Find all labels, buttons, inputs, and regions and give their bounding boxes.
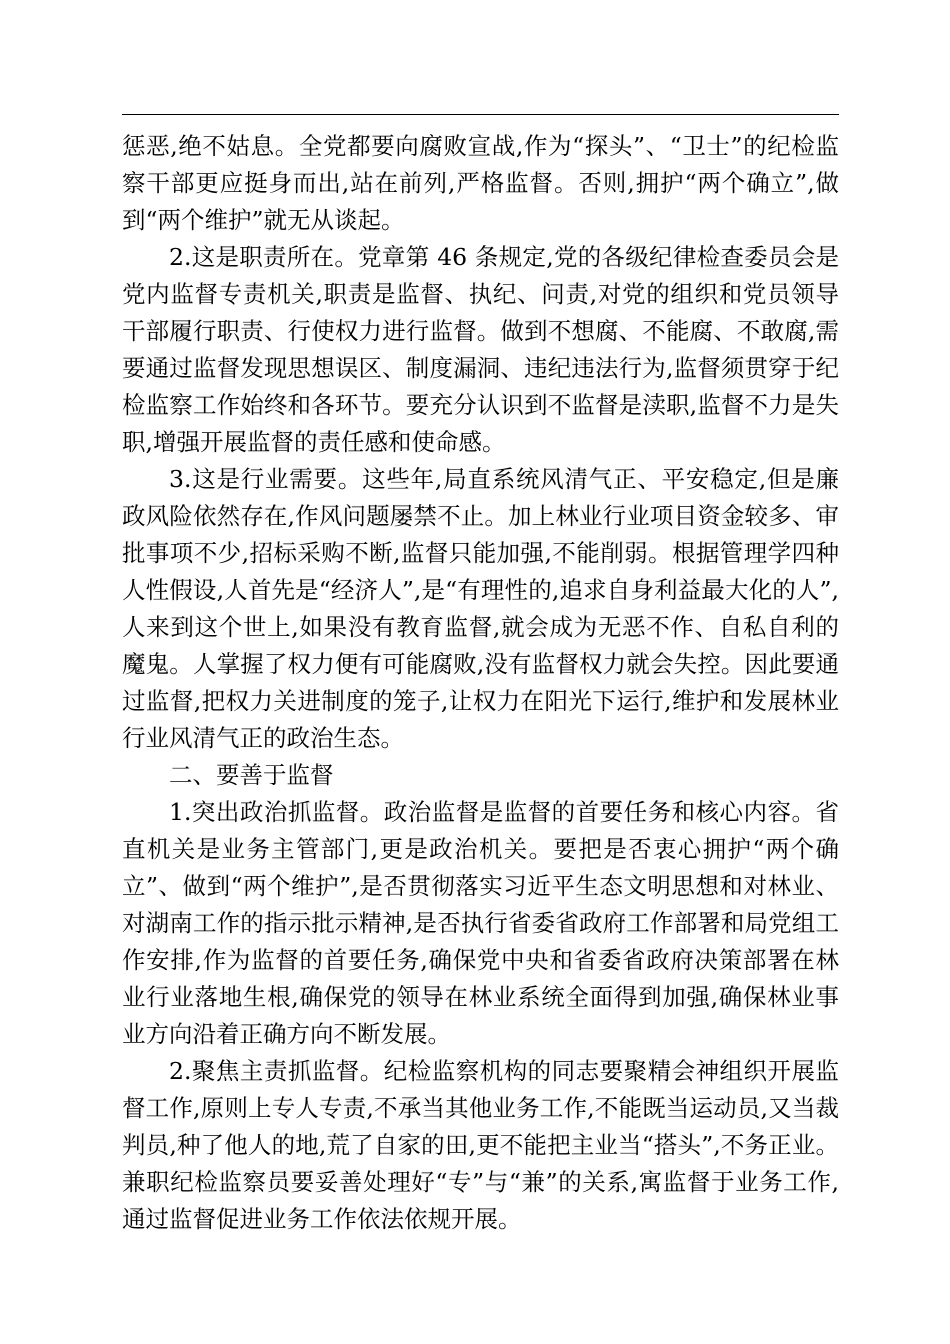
header-rule [122, 114, 839, 115]
section-heading: 二、要善于监督 [169, 761, 334, 789]
body-text [122, 128, 839, 1238]
paragraph-main-responsibility: 2.聚焦主责抓监督。纪检监察机构的同志要聚精会神组织开展监督工作,原则上专人专责,不承当其他业务工作,不能既当运动员,又当裁判员,种了他人的地,荒了自家的田,更不能把主业当“搭头”,不务正业。兼职纪检监察员要妥善处理好“专”与“兼”的关系,寓监督于业务工作,通过监督促进业务工作依法依规开展。 [122, 1057, 839, 1233]
paragraph-industry-need: 3.这是行业需要。这些年,局直系统风清气正、平安稳定,但是廉政风险依然存在,作风问题屡禁不止。加上林业行业项目资金较多、审批事项不少,招标采购不断,监督只能加强,不能削弱。根据管理学四种人性假设,人首先是“经济人”,是“有理性的,追求自身利益最大化的人”,人来到这个世上,如果没有教育监督,就会成为无恶不作、自私自利的魔鬼。人掌握了权力便有可能腐败,没有监督权力就会失控。因此要通过监督,把权力关进制度的笼子,让权力在阳光下运行,维护和发展林业行业风清气正的政治生态。 [122, 465, 839, 752]
paragraph-political-supervision: 1.突出政治抓监督。政治监督是监督的首要任务和核心内容。省直机关是业务主管部门,更是政治机关。要把是否衷心拥护“两个确立”、做到“两个维护”,是否贯彻落实习近平生态文明思想和对林业、对湖南工作的指示批示精神,是否执行省委省政府工作部署和局党组工作安排,作为监督的首要任务,确保党中央和省委省政府决策部署在林业行业落地生根,确保党的领导在林业系统全面得到加强,确保林业事业方向沿着正确方向不断发展。 [122, 798, 839, 1048]
paragraph-continuation: 惩恶,绝不姑息。全党都要向腐败宣战,作为“探头”、“卫士”的纪检监察干部更应挺身而出,站在前列,严格监督。否则,拥护“两个确立”,做到“两个维护”就无从谈起。 [122, 132, 839, 234]
paragraph-duty: 2.这是职责所在。党章第 46 条规定,党的各级纪律检查委员会是党内监督专责机关,职责是监督、执纪、问责,对党的组织和党员领导干部履行职责、行使权力进行监督。做到不想腐、不能腐、不敢腐,需要通过监督发现思想误区、制度漏洞、违纪违法行为,监督须贯穿于纪检监察工作始终和各环节。要充分认识到不监督是渎职,监督不力是失职,增强开展监督的责任感和使命感。 [122, 243, 839, 456]
